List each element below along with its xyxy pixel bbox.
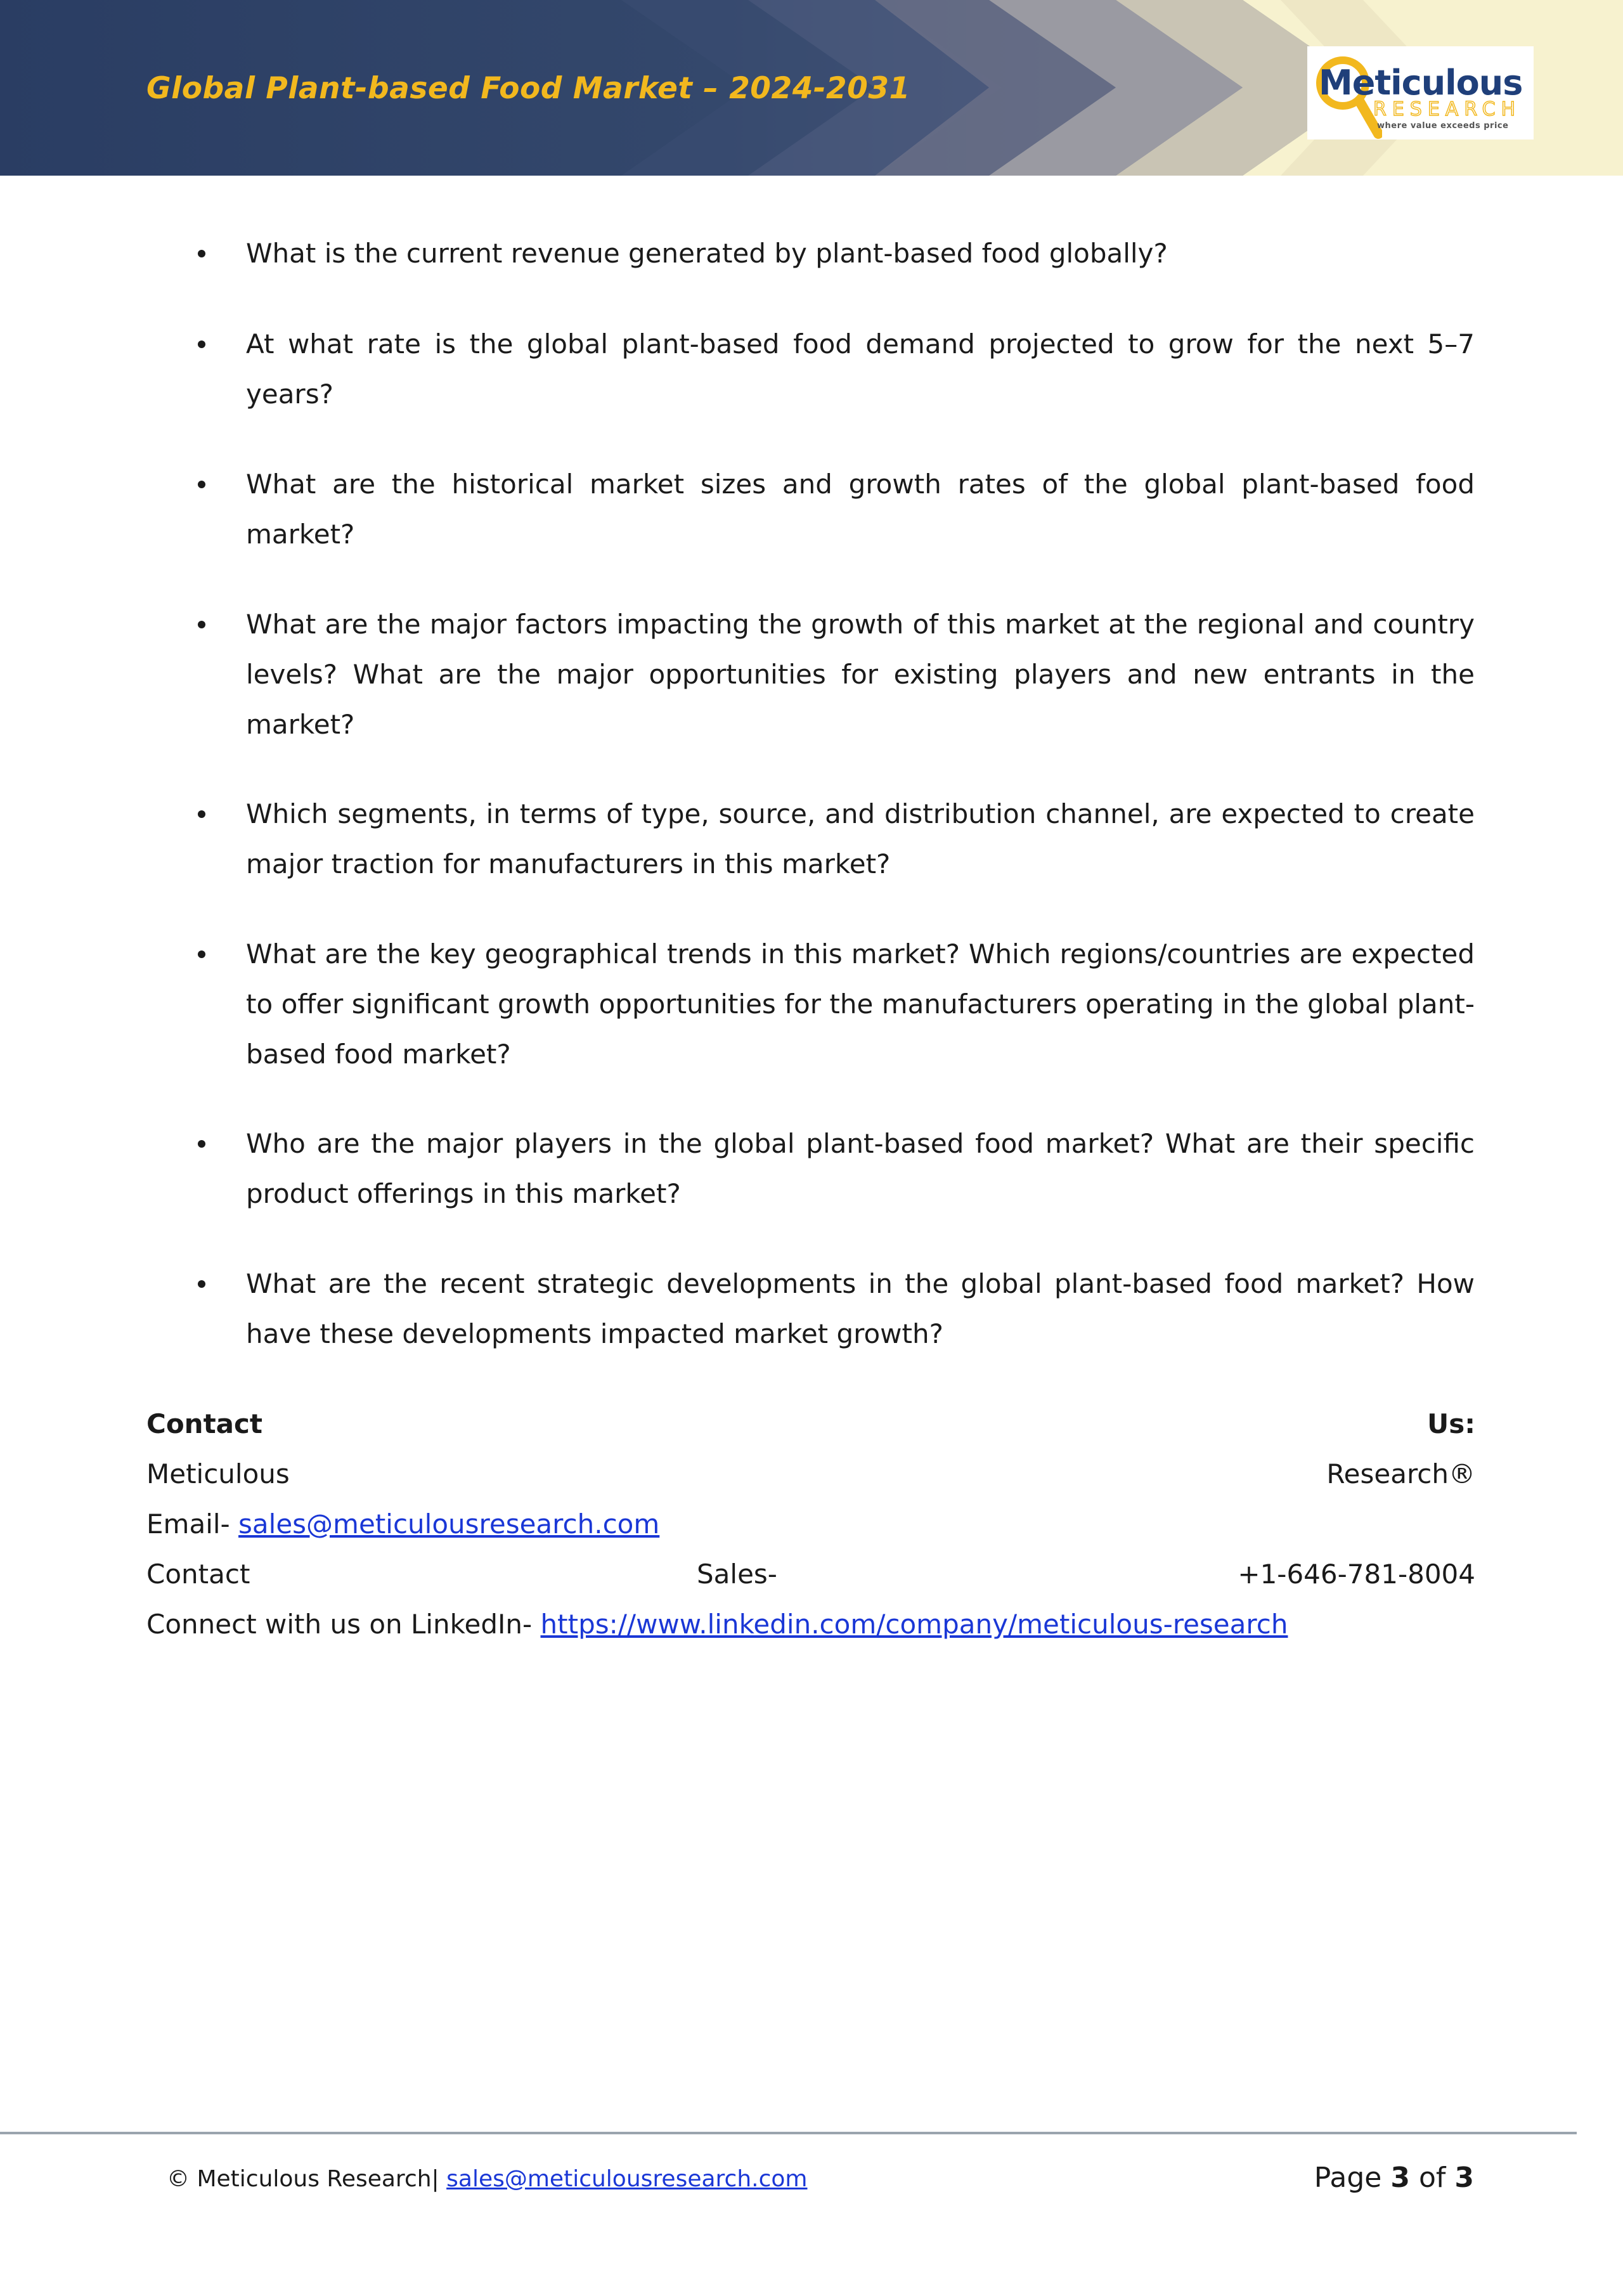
footer-copyright	[167, 2166, 807, 2192]
company-line	[146, 1449, 1475, 1499]
sales-phone: +1-646-781-8004	[1238, 1559, 1475, 1590]
list-item: What are the major factors impacting the growth of this market at the regional and country levels? What are the major opportunities for existing players and new entrants in the market?	[246, 609, 1475, 740]
page-of: of	[1418, 2162, 1446, 2194]
logo-tagline: where value exceeds price	[1377, 121, 1509, 131]
email-link[interactable]: sales@meticulousresearch.com	[238, 1508, 660, 1540]
page-number	[1314, 2162, 1474, 2194]
page-prefix: Page	[1314, 2162, 1382, 2194]
contact-heading-left: Contact	[146, 1408, 262, 1439]
sales-line	[146, 1549, 1475, 1599]
company-name-left: Meticulous	[146, 1458, 290, 1489]
footer-email-link[interactable]: sales@meticulousresearch.com	[446, 2166, 808, 2192]
logo-subtitle: RESEARCH	[1373, 98, 1522, 120]
contact-heading-right: Us:	[1427, 1408, 1475, 1439]
copyright-text: © Meticulous Research|	[167, 2166, 439, 2192]
company-logo	[1307, 46, 1534, 139]
list-item: Who are the major players in the global plant-based food market? What are their specific product offerings in this market?	[246, 1128, 1475, 1209]
company-name-right: Research®	[1326, 1458, 1475, 1489]
sales-label-mid: Sales-	[697, 1559, 777, 1590]
email-line	[146, 1499, 1475, 1549]
list-item: What are the recent strategic developments in the global plant-based food market? How have these developments impacted market growth?	[246, 1268, 1475, 1349]
list-item: What are the key geographical trends in this market? Which regions/countries are expected to offer significant growth opportunities for the manufacturers operating in the global plant-based food market?	[246, 938, 1475, 1070]
page-header-banner	[0, 0, 1623, 176]
linkedin-label: Connect with us on LinkedIn-	[146, 1609, 533, 1640]
list-item: What is the current revenue generated by plant-based food globally?	[246, 238, 1168, 269]
page-current: 3	[1390, 2162, 1410, 2194]
bullet-icon	[194, 929, 209, 944]
bullet-icon	[194, 319, 209, 334]
bullet-icon	[194, 1119, 209, 1134]
document-title: Global Plant-based Food Market – 2024-2031	[146, 71, 910, 106]
bullet-icon	[194, 459, 209, 474]
bullet-icon	[194, 1259, 209, 1274]
linkedin-line	[146, 1599, 1475, 1649]
contact-heading	[146, 1399, 1475, 1449]
sales-label-left: Contact	[146, 1559, 250, 1590]
linkedin-link[interactable]: https://www.linkedin.com/company/meticulous-research	[540, 1609, 1288, 1640]
bullet-icon	[194, 599, 209, 614]
footer-divider	[0, 2132, 1577, 2134]
list-item: At what rate is the global plant-based food demand projected to grow for the next 5–7 years?	[246, 328, 1475, 410]
email-label: Email-	[146, 1508, 230, 1540]
bullet-icon	[194, 228, 209, 243]
bullet-icon	[194, 789, 209, 804]
page-total: 3	[1454, 2162, 1474, 2194]
list-item: What are the historical market sizes and growth rates of the global plant-based food market?	[246, 469, 1475, 550]
list-item: Which segments, in terms of type, source, and distribution channel, are expected to create major traction for manufacturers in this market?	[246, 798, 1475, 879]
logo-wordmark: Meticulous	[1319, 63, 1523, 103]
